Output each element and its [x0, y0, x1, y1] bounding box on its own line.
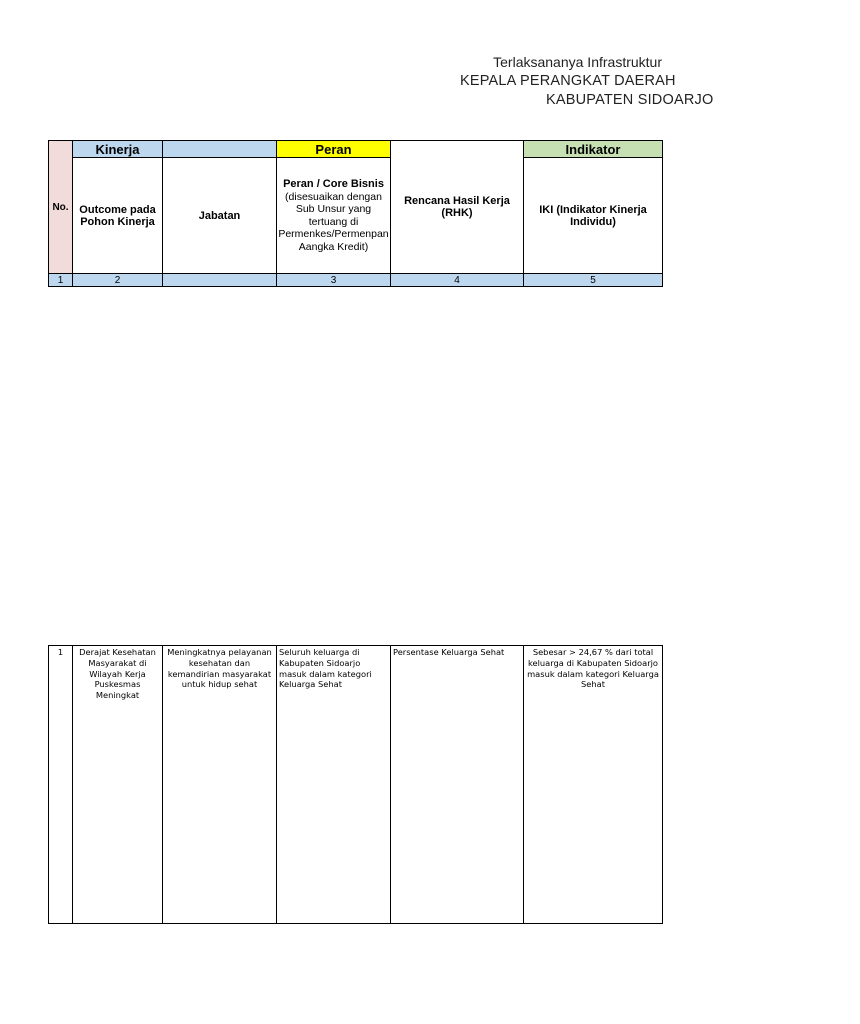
title-line-2: KEPALA PERANGKAT DAERAH — [460, 73, 676, 89]
row-iki: Sebesar > 24,67 % dari total keluarga di Kabupaten Sidoarjo masuk dalam kategori Keluarga Sehat — [524, 646, 663, 924]
col-number-1: 1 — [49, 274, 73, 287]
document-title-block — [0, 50, 714, 114]
col-peran-desc: (disesuaikan dengan Sub Unsur yang tertuang di Permenkes/Permenpan Aangka Kredit) — [278, 190, 389, 253]
col-rhk-header: Rencana Hasil Kerja (RHK) — [391, 141, 524, 274]
row-rhk: Persentase Keluarga Sehat — [391, 646, 524, 924]
kinerja-data-table — [48, 645, 663, 924]
group-peran: Peran — [277, 141, 391, 158]
col-jabatan-header: Jabatan — [163, 158, 277, 274]
row-jabatan: Meningkatnya pelayanan kesehatan dan kemandirian masyarakat untuk hidup sehat — [163, 646, 277, 924]
title-line-3: KABUPATEN SIDOARJO — [546, 92, 714, 108]
col-number-blank — [163, 274, 277, 287]
kinerja-header-table — [48, 140, 663, 287]
row-no: 1 — [49, 646, 73, 924]
group-kinerja: Kinerja — [73, 141, 163, 158]
col-number-4: 4 — [391, 274, 524, 287]
col-number-3: 3 — [277, 274, 391, 287]
col-peran-header — [277, 158, 391, 274]
group-kinerja-blank — [163, 141, 277, 158]
group-indikator: Indikator — [524, 141, 663, 158]
col-peran-title: Peran / Core Bisnis — [283, 178, 384, 190]
row-outcome: Derajat Kesehatan Masyarakat di Wilayah Kerja Puskesmas Meningkat — [73, 646, 163, 924]
title-line-1: Terlaksananya Infrastruktur — [493, 54, 662, 70]
row-peran: Seluruh keluarga di Kabupaten Sidoarjo masuk dalam kategori Keluarga Sehat — [277, 646, 391, 924]
table-row — [49, 646, 663, 924]
col-number-2: 2 — [73, 274, 163, 287]
col-outcome-header: Outcome pada Pohon Kinerja — [73, 158, 163, 274]
col-number-5: 5 — [524, 274, 663, 287]
col-iki-header: IKI (Indikator Kinerja Individu) — [524, 158, 663, 274]
col-no-header: No. — [49, 141, 73, 274]
